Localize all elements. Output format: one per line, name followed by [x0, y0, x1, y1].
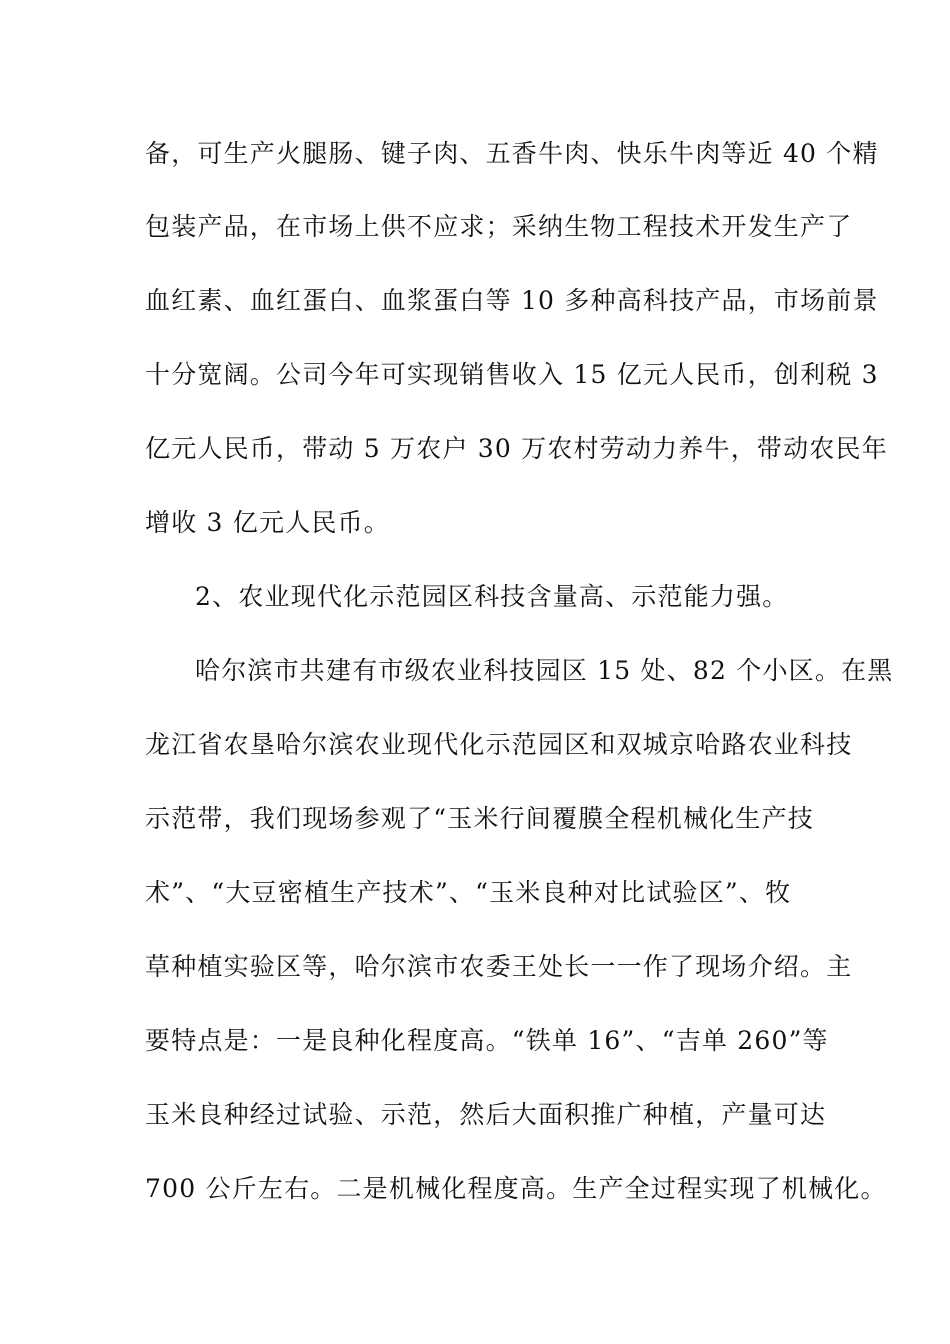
- section-heading: 2、农业现代化示范园区科技含量高、示范能力强。: [195, 582, 789, 611]
- text-line: 要特点是：一是良种化程度高。“铁单 16”、“吉单 260”等: [145, 1026, 829, 1055]
- text-line: 700 公斤左右。二是机械化程度高。生产全过程实现了机械化。: [145, 1174, 887, 1203]
- text-line: 玉米良种经过试验、示范，然后大面积推广种植，产量可达: [145, 1100, 827, 1129]
- text-line: 包装产品，在市场上供不应求；采纳生物工程技术开发生产了: [145, 212, 853, 241]
- text-line: 术”、“大豆密植生产技术”、“玉米良种对比试验区”、牧: [145, 878, 792, 907]
- text-line: 龙江省农垦哈尔滨农业现代化示范园区和双城京哈路农业科技: [145, 730, 853, 759]
- text-line: 血红素、血红蛋白、血浆蛋白等 10 多种高科技产品，市场前景: [145, 286, 879, 315]
- text-line: 十分宽阔。公司今年可实现销售收入 15 亿元人民币，创利税 3: [145, 360, 879, 389]
- text-line: 亿元人民币，带动 5 万农户 30 万农村劳动力养牛，带动农民年: [145, 434, 888, 463]
- paragraph-first-line: 哈尔滨市共建有市级农业科技园区 15 处、82 个小区。在黑: [195, 656, 894, 685]
- text-line: 备，可生产火腿肠、键子肉、五香牛肉、快乐牛肉等近 40 个精: [145, 139, 879, 168]
- text-line: 草种植实验区等，哈尔滨市农委王处长一一作了现场介绍。主: [145, 952, 853, 981]
- text-line: 示范带，我们现场参观了“玉米行间覆膜全程机械化生产技: [145, 804, 814, 833]
- text-line: 增收 3 亿元人民币。: [145, 508, 391, 537]
